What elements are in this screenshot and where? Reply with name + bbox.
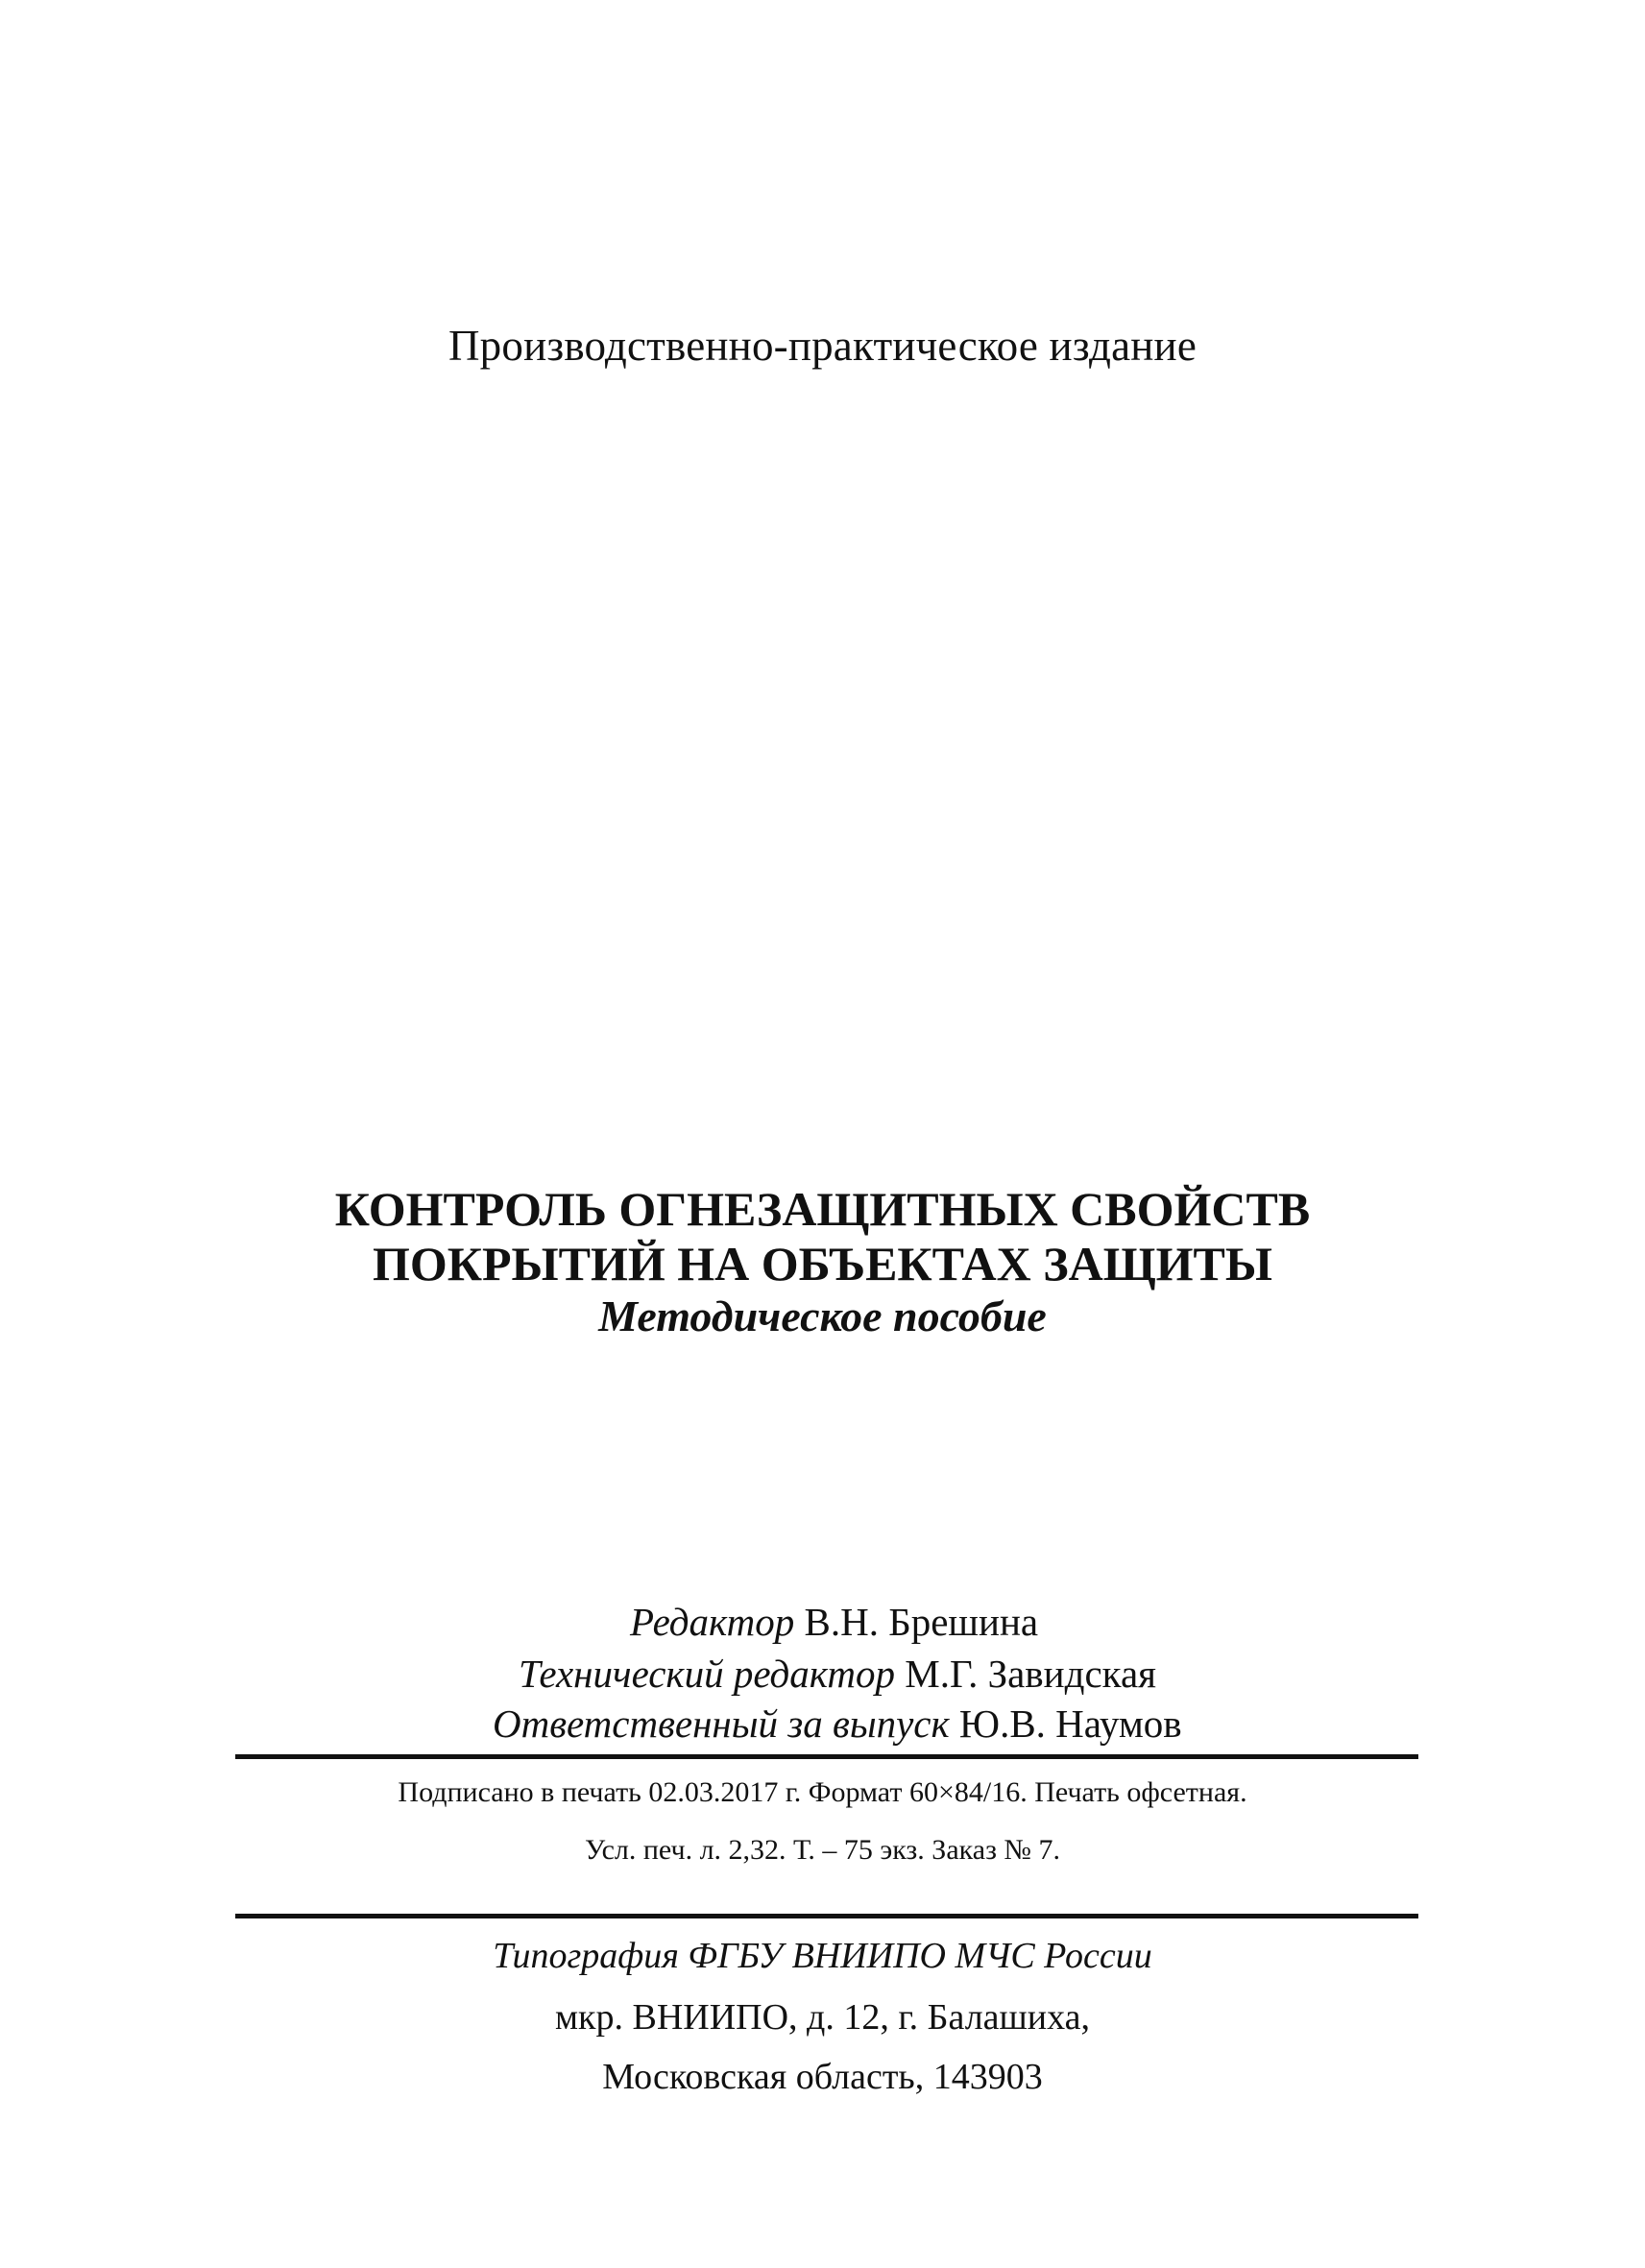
credit-editor (630, 1598, 1038, 1646)
subtitle: Методическое пособие (598, 1291, 1047, 1340)
credit-role: Технический редактор (519, 1652, 896, 1696)
printer-address-line-2: Московская область, 143903 (602, 2057, 1043, 2097)
divider-top (235, 1754, 1418, 1759)
title-line-2: ПОКРЫТИЙ НА ОБЪЕКТАХ ЗАЩИТЫ (372, 1237, 1273, 1291)
imprint-line-1: Подписано в печать 02.03.2017 г. Формат 60×84/16. Печать офсетная. (398, 1776, 1247, 1808)
credit-technical-editor (519, 1650, 1156, 1698)
credit-role: Ответственный за выпуск (493, 1701, 950, 1746)
credit-name: Ю.В. Наумов (958, 1701, 1182, 1746)
credit-name: М.Г. Завидская (905, 1652, 1157, 1696)
imprint-line-2: Усл. печ. л. 2,32. Т. – 75 экз. Заказ № 7. (584, 1834, 1061, 1866)
publication-type: Производственно-практическое издание (448, 322, 1197, 370)
printer-name: Типография ФГБУ ВНИИПО МЧС России (493, 1936, 1152, 1976)
credit-name: В.Н. Брешина (804, 1600, 1039, 1644)
credit-responsible (493, 1700, 1182, 1748)
printer-address-line-1: мкр. ВНИИПО, д. 12, г. Балашиха, (554, 1997, 1090, 2038)
divider-bottom (235, 1914, 1418, 1918)
credit-role: Редактор (630, 1600, 795, 1644)
title-line-1: КОНТРОЛЬ ОГНЕЗАЩИТНЫХ СВОЙСТВ (334, 1182, 1311, 1236)
